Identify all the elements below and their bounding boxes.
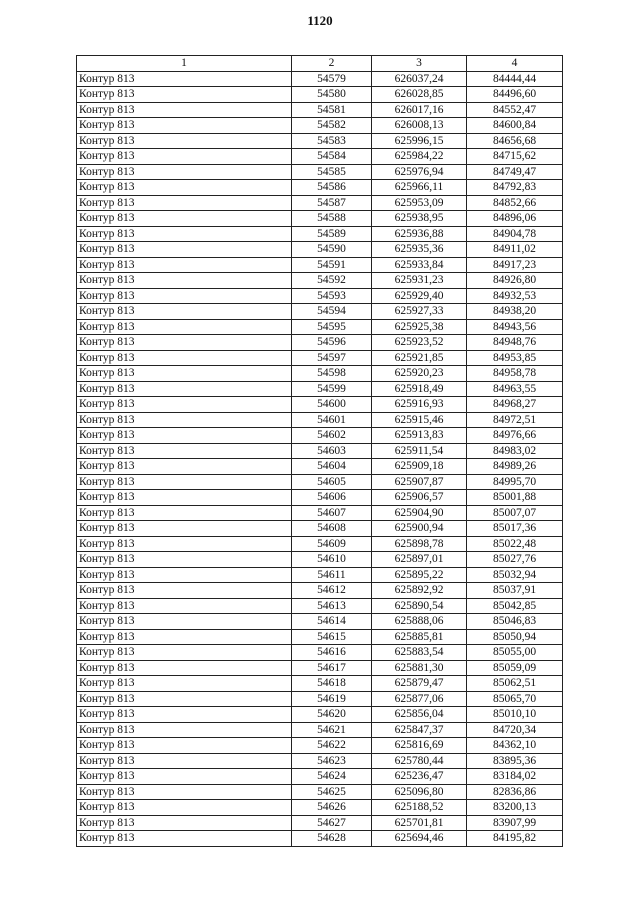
contour-name-cell: Контур 813 [77, 738, 292, 754]
x-coordinate-cell: 625916,93 [372, 397, 467, 413]
table-row [77, 118, 563, 134]
x-coordinate-cell: 625909,18 [372, 459, 467, 475]
x-coordinate-cell: 625906,57 [372, 490, 467, 506]
x-coordinate-cell: 625936,88 [372, 226, 467, 242]
table-row [77, 474, 563, 490]
y-coordinate-cell: 85037,91 [467, 583, 563, 599]
point-number-cell: 54622 [292, 738, 372, 754]
point-number-cell: 54590 [292, 242, 372, 258]
table-row [77, 660, 563, 676]
table-row [77, 815, 563, 831]
table-row [77, 831, 563, 847]
contour-name-cell: Контур 813 [77, 102, 292, 118]
point-number-cell: 54599 [292, 381, 372, 397]
table-row [77, 242, 563, 258]
x-coordinate-cell: 625929,40 [372, 288, 467, 304]
column-header: 2 [292, 56, 372, 72]
x-coordinate-cell: 625931,23 [372, 273, 467, 289]
point-number-cell: 54625 [292, 784, 372, 800]
contour-name-cell: Контур 813 [77, 769, 292, 785]
y-coordinate-cell: 84852,66 [467, 195, 563, 211]
table-row [77, 149, 563, 165]
point-number-cell: 54621 [292, 722, 372, 738]
x-coordinate-cell: 625966,11 [372, 180, 467, 196]
y-coordinate-cell: 85027,76 [467, 552, 563, 568]
point-number-cell: 54589 [292, 226, 372, 242]
contour-name-cell: Контур 813 [77, 335, 292, 351]
table-row [77, 226, 563, 242]
y-coordinate-cell: 84995,70 [467, 474, 563, 490]
point-number-cell: 54588 [292, 211, 372, 227]
table-row [77, 381, 563, 397]
x-coordinate-cell: 625816,69 [372, 738, 467, 754]
point-number-cell: 54586 [292, 180, 372, 196]
point-number-cell: 54605 [292, 474, 372, 490]
y-coordinate-cell: 84989,26 [467, 459, 563, 475]
y-coordinate-cell: 85017,36 [467, 521, 563, 537]
x-coordinate-cell: 625913,83 [372, 428, 467, 444]
point-number-cell: 54609 [292, 536, 372, 552]
point-number-cell: 54614 [292, 614, 372, 630]
point-number-cell: 54580 [292, 87, 372, 103]
table-row [77, 552, 563, 568]
x-coordinate-cell: 625976,94 [372, 164, 467, 180]
point-number-cell: 54594 [292, 304, 372, 320]
y-coordinate-cell: 84983,02 [467, 443, 563, 459]
point-number-cell: 54581 [292, 102, 372, 118]
contour-name-cell: Контур 813 [77, 87, 292, 103]
y-coordinate-cell: 84552,47 [467, 102, 563, 118]
contour-name-cell: Контур 813 [77, 660, 292, 676]
x-coordinate-cell: 625918,49 [372, 381, 467, 397]
point-number-cell: 54628 [292, 831, 372, 847]
point-number-cell: 54601 [292, 412, 372, 428]
point-number-cell: 54600 [292, 397, 372, 413]
contour-name-cell: Контур 813 [77, 753, 292, 769]
y-coordinate-cell: 85007,07 [467, 505, 563, 521]
table-row [77, 195, 563, 211]
x-coordinate-cell: 625881,30 [372, 660, 467, 676]
table-row [77, 304, 563, 320]
x-coordinate-cell: 625927,33 [372, 304, 467, 320]
x-coordinate-cell: 626037,24 [372, 71, 467, 87]
contour-name-cell: Контур 813 [77, 536, 292, 552]
contour-name-cell: Контур 813 [77, 242, 292, 258]
table-row [77, 87, 563, 103]
table-row [77, 598, 563, 614]
y-coordinate-cell: 85001,88 [467, 490, 563, 506]
y-coordinate-cell: 84976,66 [467, 428, 563, 444]
x-coordinate-cell: 625897,01 [372, 552, 467, 568]
y-coordinate-cell: 84968,27 [467, 397, 563, 413]
table-row [77, 521, 563, 537]
contour-name-cell: Контур 813 [77, 552, 292, 568]
x-coordinate-cell: 625096,80 [372, 784, 467, 800]
point-number-cell: 54602 [292, 428, 372, 444]
x-coordinate-cell: 626028,85 [372, 87, 467, 103]
y-coordinate-cell: 84932,53 [467, 288, 563, 304]
point-number-cell: 54585 [292, 164, 372, 180]
contour-name-cell: Контур 813 [77, 133, 292, 149]
y-coordinate-cell: 85055,00 [467, 645, 563, 661]
y-coordinate-cell: 84444,44 [467, 71, 563, 87]
point-number-cell: 54619 [292, 691, 372, 707]
x-coordinate-cell: 625856,04 [372, 707, 467, 723]
point-number-cell: 54598 [292, 366, 372, 382]
table-row [77, 180, 563, 196]
table-row [77, 676, 563, 692]
contour-name-cell: Контур 813 [77, 195, 292, 211]
y-coordinate-cell: 84600,84 [467, 118, 563, 134]
x-coordinate-cell: 625780,44 [372, 753, 467, 769]
table-row [77, 273, 563, 289]
table-row [77, 211, 563, 227]
point-number-cell: 54620 [292, 707, 372, 723]
contour-name-cell: Контур 813 [77, 428, 292, 444]
point-number-cell: 54587 [292, 195, 372, 211]
point-number-cell: 54611 [292, 567, 372, 583]
contour-name-cell: Контур 813 [77, 784, 292, 800]
x-coordinate-cell: 626008,13 [372, 118, 467, 134]
x-coordinate-cell: 625935,36 [372, 242, 467, 258]
y-coordinate-cell: 84720,34 [467, 722, 563, 738]
table-row [77, 102, 563, 118]
y-coordinate-cell: 84749,47 [467, 164, 563, 180]
point-number-cell: 54595 [292, 319, 372, 335]
point-number-cell: 54591 [292, 257, 372, 273]
table-row [77, 629, 563, 645]
column-header: 3 [372, 56, 467, 72]
column-header: 1 [77, 56, 292, 72]
table-row [77, 71, 563, 87]
y-coordinate-cell: 84362,10 [467, 738, 563, 754]
table-row [77, 614, 563, 630]
table-row [77, 645, 563, 661]
table-header-row [77, 56, 563, 72]
x-coordinate-cell: 625925,38 [372, 319, 467, 335]
contour-name-cell: Контур 813 [77, 397, 292, 413]
contour-name-cell: Контур 813 [77, 583, 292, 599]
y-coordinate-cell: 84926,80 [467, 273, 563, 289]
y-coordinate-cell: 84948,76 [467, 335, 563, 351]
point-number-cell: 54616 [292, 645, 372, 661]
table-row [77, 722, 563, 738]
point-number-cell: 54624 [292, 769, 372, 785]
y-coordinate-cell: 84195,82 [467, 831, 563, 847]
x-coordinate-cell: 625188,52 [372, 800, 467, 816]
y-coordinate-cell: 84972,51 [467, 412, 563, 428]
y-coordinate-cell: 85062,51 [467, 676, 563, 692]
table-row [77, 443, 563, 459]
x-coordinate-cell: 625900,94 [372, 521, 467, 537]
point-number-cell: 54593 [292, 288, 372, 304]
table-row [77, 319, 563, 335]
x-coordinate-cell: 625877,06 [372, 691, 467, 707]
point-number-cell: 54583 [292, 133, 372, 149]
y-coordinate-cell: 84792,83 [467, 180, 563, 196]
y-coordinate-cell: 85022,48 [467, 536, 563, 552]
contour-name-cell: Контур 813 [77, 366, 292, 382]
x-coordinate-cell: 625921,85 [372, 350, 467, 366]
contour-name-cell: Контур 813 [77, 180, 292, 196]
point-number-cell: 54607 [292, 505, 372, 521]
x-coordinate-cell: 625890,54 [372, 598, 467, 614]
table-row [77, 164, 563, 180]
contour-name-cell: Контур 813 [77, 831, 292, 847]
x-coordinate-cell: 625879,47 [372, 676, 467, 692]
table-row [77, 800, 563, 816]
point-number-cell: 54597 [292, 350, 372, 366]
point-number-cell: 54596 [292, 335, 372, 351]
x-coordinate-cell: 625701,81 [372, 815, 467, 831]
y-coordinate-cell: 84938,20 [467, 304, 563, 320]
contour-name-cell: Контур 813 [77, 459, 292, 475]
table-row [77, 459, 563, 475]
x-coordinate-cell: 625933,84 [372, 257, 467, 273]
point-number-cell: 54612 [292, 583, 372, 599]
x-coordinate-cell: 625938,95 [372, 211, 467, 227]
y-coordinate-cell: 85050,94 [467, 629, 563, 645]
x-coordinate-cell: 625923,52 [372, 335, 467, 351]
table-row [77, 769, 563, 785]
y-coordinate-cell: 85032,94 [467, 567, 563, 583]
contour-name-cell: Контур 813 [77, 474, 292, 490]
y-coordinate-cell: 83895,36 [467, 753, 563, 769]
x-coordinate-cell: 625915,46 [372, 412, 467, 428]
table-row [77, 707, 563, 723]
contour-name-cell: Контур 813 [77, 164, 292, 180]
y-coordinate-cell: 84715,62 [467, 149, 563, 165]
contour-name-cell: Контур 813 [77, 722, 292, 738]
y-coordinate-cell: 83184,02 [467, 769, 563, 785]
table-row [77, 567, 563, 583]
table-row [77, 133, 563, 149]
point-number-cell: 54582 [292, 118, 372, 134]
point-number-cell: 54608 [292, 521, 372, 537]
contour-name-cell: Контур 813 [77, 304, 292, 320]
x-coordinate-cell: 625885,81 [372, 629, 467, 645]
x-coordinate-cell: 625904,90 [372, 505, 467, 521]
table-row [77, 490, 563, 506]
contour-name-cell: Контур 813 [77, 381, 292, 397]
point-number-cell: 54592 [292, 273, 372, 289]
table-row [77, 753, 563, 769]
y-coordinate-cell: 84496,60 [467, 87, 563, 103]
x-coordinate-cell: 625953,09 [372, 195, 467, 211]
y-coordinate-cell: 85010,10 [467, 707, 563, 723]
contour-name-cell: Контур 813 [77, 350, 292, 366]
x-coordinate-cell: 625984,22 [372, 149, 467, 165]
table-row [77, 397, 563, 413]
point-number-cell: 54618 [292, 676, 372, 692]
point-number-cell: 54613 [292, 598, 372, 614]
contour-name-cell: Контур 813 [77, 629, 292, 645]
contour-name-cell: Контур 813 [77, 800, 292, 816]
table-row [77, 536, 563, 552]
contour-name-cell: Контур 813 [77, 707, 292, 723]
point-number-cell: 54617 [292, 660, 372, 676]
x-coordinate-cell: 625883,54 [372, 645, 467, 661]
point-number-cell: 54579 [292, 71, 372, 87]
contour-name-cell: Контур 813 [77, 567, 292, 583]
contour-name-cell: Контур 813 [77, 226, 292, 242]
y-coordinate-cell: 82836,86 [467, 784, 563, 800]
x-coordinate-cell: 625907,87 [372, 474, 467, 490]
contour-name-cell: Контур 813 [77, 521, 292, 537]
column-header: 4 [467, 56, 563, 72]
x-coordinate-cell: 625895,22 [372, 567, 467, 583]
x-coordinate-cell: 625892,92 [372, 583, 467, 599]
y-coordinate-cell: 84904,78 [467, 226, 563, 242]
table-row [77, 738, 563, 754]
x-coordinate-cell: 625236,47 [372, 769, 467, 785]
contour-name-cell: Контур 813 [77, 505, 292, 521]
x-coordinate-cell: 625694,46 [372, 831, 467, 847]
contour-name-cell: Контур 813 [77, 288, 292, 304]
contour-name-cell: Контур 813 [77, 614, 292, 630]
y-coordinate-cell: 83200,13 [467, 800, 563, 816]
y-coordinate-cell: 84656,68 [467, 133, 563, 149]
y-coordinate-cell: 85042,85 [467, 598, 563, 614]
contour-name-cell: Контур 813 [77, 490, 292, 506]
y-coordinate-cell: 84917,23 [467, 257, 563, 273]
x-coordinate-cell: 625847,37 [372, 722, 467, 738]
point-number-cell: 54626 [292, 800, 372, 816]
y-coordinate-cell: 85059,09 [467, 660, 563, 676]
coordinates-table [76, 55, 563, 847]
y-coordinate-cell: 84958,78 [467, 366, 563, 382]
contour-name-cell: Контур 813 [77, 815, 292, 831]
y-coordinate-cell: 83907,99 [467, 815, 563, 831]
point-number-cell: 54627 [292, 815, 372, 831]
point-number-cell: 54603 [292, 443, 372, 459]
contour-name-cell: Контур 813 [77, 443, 292, 459]
table-row [77, 784, 563, 800]
contour-name-cell: Контур 813 [77, 645, 292, 661]
x-coordinate-cell: 625898,78 [372, 536, 467, 552]
contour-name-cell: Контур 813 [77, 149, 292, 165]
y-coordinate-cell: 85046,83 [467, 614, 563, 630]
contour-name-cell: Контур 813 [77, 598, 292, 614]
table-row [77, 412, 563, 428]
contour-name-cell: Контур 813 [77, 71, 292, 87]
table-row [77, 505, 563, 521]
table-row [77, 691, 563, 707]
x-coordinate-cell: 625920,23 [372, 366, 467, 382]
point-number-cell: 54606 [292, 490, 372, 506]
table-row [77, 350, 563, 366]
y-coordinate-cell: 84911,02 [467, 242, 563, 258]
x-coordinate-cell: 625888,06 [372, 614, 467, 630]
point-number-cell: 54604 [292, 459, 372, 475]
page-number: 1120 [307, 13, 333, 28]
contour-name-cell: Контур 813 [77, 257, 292, 273]
contour-name-cell: Контур 813 [77, 211, 292, 227]
contour-name-cell: Контур 813 [77, 676, 292, 692]
table-row [77, 257, 563, 273]
point-number-cell: 54615 [292, 629, 372, 645]
table-row [77, 428, 563, 444]
point-number-cell: 54610 [292, 552, 372, 568]
contour-name-cell: Контур 813 [77, 691, 292, 707]
y-coordinate-cell: 84963,55 [467, 381, 563, 397]
point-number-cell: 54623 [292, 753, 372, 769]
table-row [77, 335, 563, 351]
table-row [77, 583, 563, 599]
x-coordinate-cell: 625911,54 [372, 443, 467, 459]
contour-name-cell: Контур 813 [77, 412, 292, 428]
contour-name-cell: Контур 813 [77, 319, 292, 335]
y-coordinate-cell: 84953,85 [467, 350, 563, 366]
contour-name-cell: Контур 813 [77, 118, 292, 134]
x-coordinate-cell: 626017,16 [372, 102, 467, 118]
y-coordinate-cell: 84896,06 [467, 211, 563, 227]
table-row [77, 288, 563, 304]
y-coordinate-cell: 85065,70 [467, 691, 563, 707]
x-coordinate-cell: 625996,15 [372, 133, 467, 149]
point-number-cell: 54584 [292, 149, 372, 165]
y-coordinate-cell: 84943,56 [467, 319, 563, 335]
table-row [77, 366, 563, 382]
contour-name-cell: Контур 813 [77, 273, 292, 289]
